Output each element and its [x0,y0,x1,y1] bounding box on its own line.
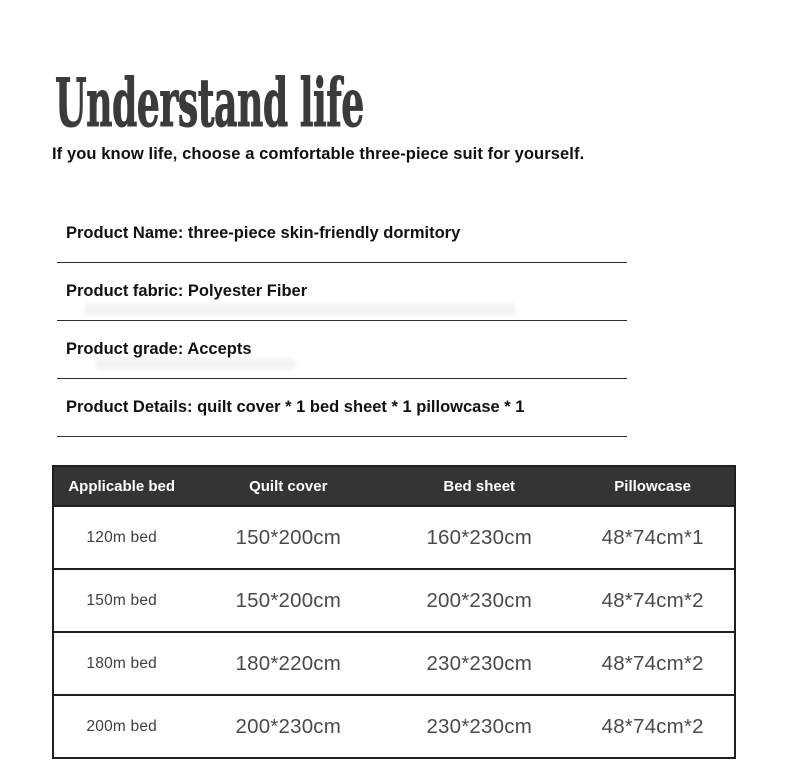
bed-sheet-cell: 230*230cm [387,695,571,758]
size-table-header [53,466,735,506]
pillowcase-cell: 48*74cm*1 [571,506,735,569]
pillowcase-cell: 48*74cm*2 [571,632,735,695]
column-header-pillowcase: Pillowcase [571,466,735,506]
table-row [53,632,735,695]
quilt-cover-cell: 150*200cm [189,506,387,569]
quilt-cover-cell: 150*200cm [189,569,387,632]
product-name-row [57,224,627,263]
bed-sheet-cell: 200*230cm [387,569,571,632]
product-details-row [57,398,627,437]
table-row [53,695,735,758]
product-fabric-row [57,282,627,321]
bed-cell: 200m bed [53,695,189,758]
page-subtitle: If you know life, choose a comfortable three-piece suit for yourself. [52,145,585,163]
page-title: Understand life [55,64,364,142]
size-table [52,465,736,759]
product-name-text: Product Name: three-piece skin-friendly dormitory [66,224,461,242]
table-header-row [53,466,735,506]
pillowcase-cell: 48*74cm*2 [571,695,735,758]
size-table-body [53,506,735,758]
column-header-bed-sheet: Bed sheet [387,466,571,506]
pillowcase-cell: 48*74cm*2 [571,569,735,632]
bed-cell: 180m bed [53,632,189,695]
bed-sheet-cell: 230*230cm [387,632,571,695]
column-header-applicable-bed: Applicable bed [53,466,189,506]
product-info-list [57,224,627,456]
table-row [53,506,735,569]
bed-cell: 150m bed [53,569,189,632]
product-grade-row [57,340,627,379]
quilt-cover-cell: 200*230cm [189,695,387,758]
table-row [53,569,735,632]
column-header-quilt-cover: Quilt cover [189,466,387,506]
product-details-text: Product Details: quilt cover * 1 bed sheet * 1 pillowcase * 1 [66,398,525,416]
bed-sheet-cell: 160*230cm [387,506,571,569]
product-grade-text: Product grade: Accepts [66,340,252,358]
quilt-cover-cell: 180*220cm [189,632,387,695]
product-fabric-text: Product fabric: Polyester Fiber [66,282,308,300]
bed-cell: 120m bed [53,506,189,569]
